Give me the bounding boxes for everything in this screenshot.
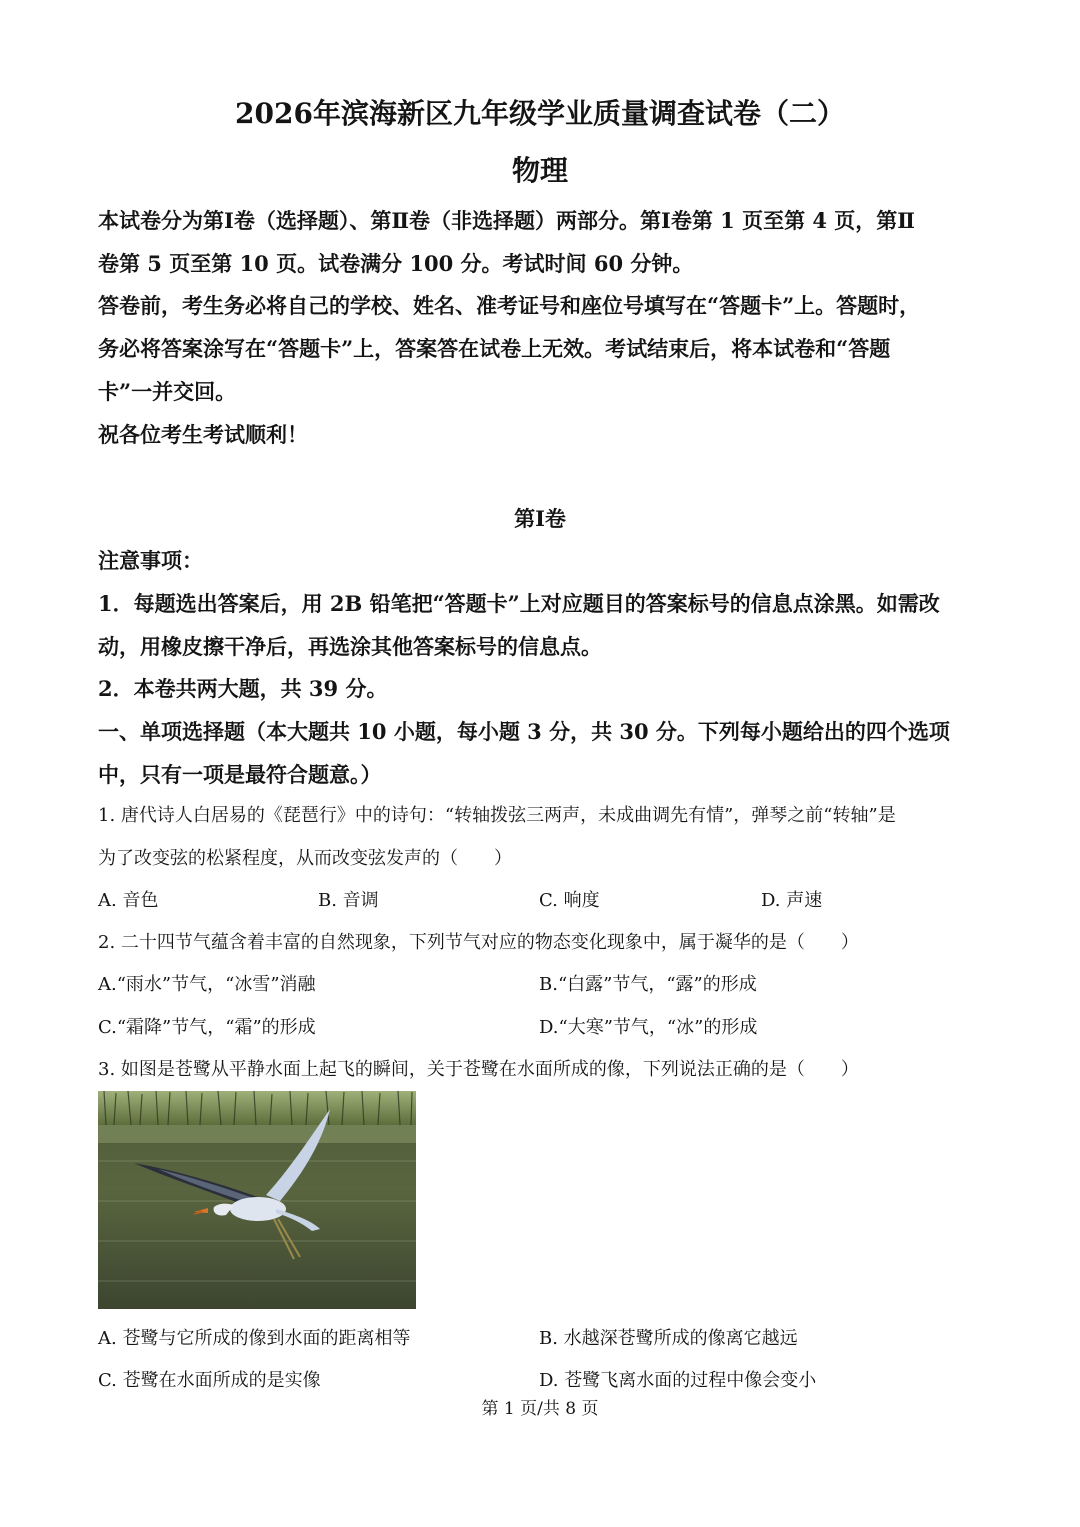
question-2-option-a: A.“雨水”节气，“冰雪”消融 <box>98 974 316 995</box>
question-1-option-b: B. 音调 <box>318 890 379 911</box>
question-2-option-d: D.“大寒”节气，“冰”的形成 <box>539 1017 758 1038</box>
good-luck-line: 祝各位考生考试顺利！ <box>98 422 308 447</box>
question-1-option-d: D. 声速 <box>761 890 823 911</box>
section-1-line-2: 中，只有一项是最符合题意。） <box>98 762 382 787</box>
question-1-option-c: C. 响度 <box>539 890 600 911</box>
part-1-heading: 第Ⅰ卷 <box>514 506 566 531</box>
notice-1-line-2: 动，用橡皮擦干净后，再选涂其他答案标号的信息点。 <box>98 634 602 659</box>
question-2-option-c: C.“霜降”节气，“霜”的形成 <box>98 1017 316 1038</box>
section-1-line-1: 一、单项选择题（本大题共 10 小题，每小题 3 分，共 30 分。下列每小题给出的四个选项 <box>98 719 950 744</box>
intro-line-4: 务必将答案涂写在“答题卡”上，答案答在试卷上无效。考试结束后，将本试卷和“答题 <box>98 336 891 361</box>
question-1-stem-line-2: 为了改变弦的松紧程度，从而改变弦发声的（ ） <box>98 848 512 869</box>
subject-title: 物理 <box>511 154 568 187</box>
notice-1-line-1: 1．每题选出答案后，用 2B 铅笔把“答题卡”上对应题目的答案标号的信息点涂黑。如需改 <box>98 591 940 616</box>
intro-line-3: 答卷前，考生务必将自己的学校、姓名、准考证号和座位号填写在“答题卡”上。答题时， <box>98 293 921 318</box>
question-3-option-c: C. 苍鹭在水面所成的是实像 <box>98 1370 321 1391</box>
heron-photo <box>98 1091 416 1309</box>
intro-line-1: 本试卷分为第Ⅰ卷（选择题）、第Ⅱ卷（非选择题）两部分。第Ⅰ卷第 1 页至第 4 页，第Ⅱ <box>98 208 916 233</box>
question-3-option-b: B. 水越深苍鹭所成的像离它越远 <box>539 1328 798 1349</box>
question-2-option-b: B.“白露”节气，“露”的形成 <box>539 974 757 995</box>
question-3-option-a: A. 苍鹭与它所成的像到水面的距离相等 <box>98 1328 411 1349</box>
intro-line-2: 卷第 5 页至第 10 页。试卷满分 100 分。考试时间 60 分钟。 <box>98 251 694 276</box>
page-number: 第 1 页/共 8 页 <box>481 1399 599 1419</box>
notice-2: 2．本卷共两大题，共 39 分。 <box>98 676 388 701</box>
question-1-stem-line-1: 1. 唐代诗人白居易的《琵琶行》中的诗句：“转轴拨弦三两声，未成曲调先有情”，弹琴之前“转轴”是 <box>98 805 896 826</box>
exam-title: 2026年滨海新区九年级学业质量调查试卷（二） <box>235 97 845 130</box>
question-2-stem: 2. 二十四节气蕴含着丰富的自然现象，下列节气对应的物态变化现象中，属于凝华的是（ ） <box>98 932 859 953</box>
intro-line-5: 卡”一并交回。 <box>98 379 237 404</box>
question-3-option-d: D. 苍鹭飞离水面的过程中像会变小 <box>539 1370 817 1391</box>
notice-title: 注意事项： <box>98 548 203 573</box>
question-1-option-a: A. 音色 <box>98 890 159 911</box>
question-3-stem: 3. 如图是苍鹭从平静水面上起飞的瞬间，关于苍鹭在水面所成的像，下列说法正确的是（ ） <box>98 1059 859 1080</box>
